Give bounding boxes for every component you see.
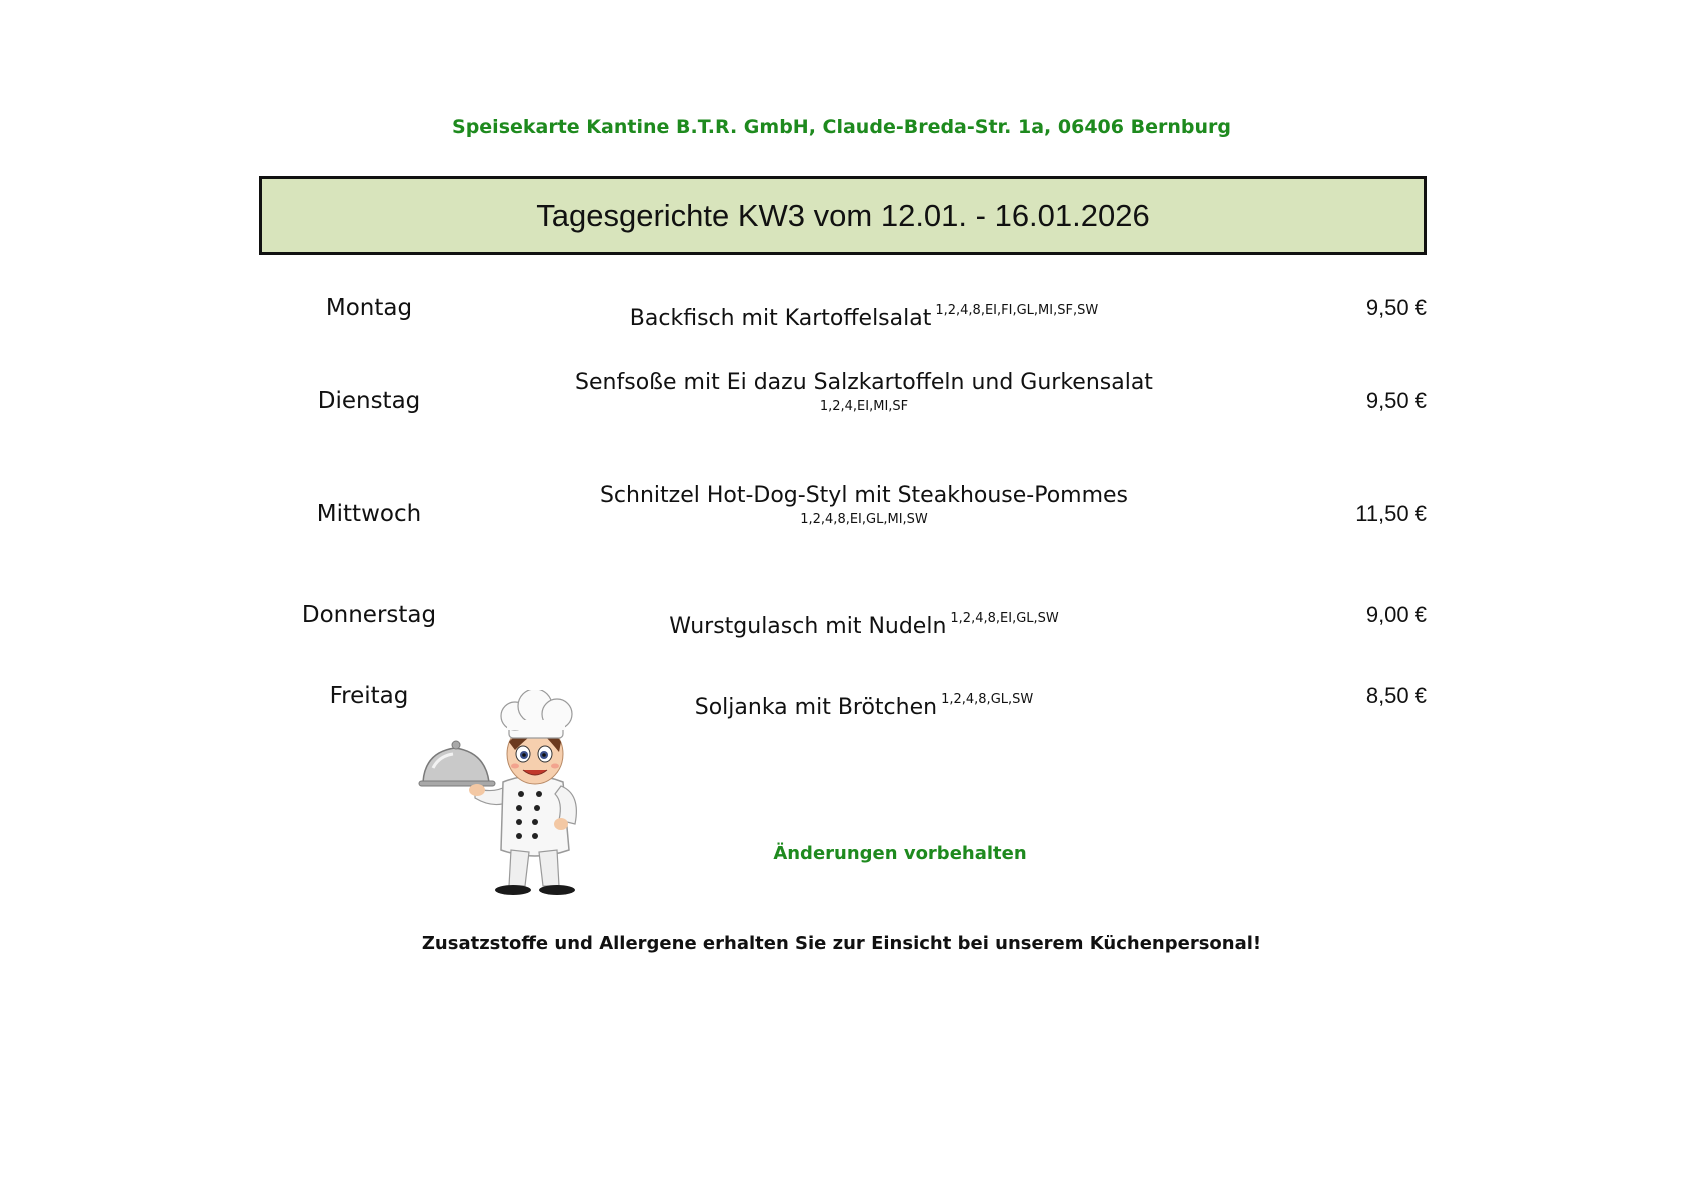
dish-allergens: 1,2,4,8,EI,GL,SW: [950, 611, 1059, 626]
dish: [539, 604, 1189, 642]
dish-name: Wurstgulasch mit Nudeln: [669, 614, 947, 639]
title-box: [259, 176, 1427, 255]
dish-allergens: 1,2,4,EI,MI,SF: [819, 399, 909, 414]
changes-note: Änderungen vorbehalten: [773, 843, 1027, 864]
chef-hat-icon: [501, 690, 572, 738]
allergen-note: Zusatzstoffe und Allergene erhalten Sie zur Einsicht bei unserem Küchenpersonal!: [421, 933, 1262, 954]
dish: [539, 368, 1189, 416]
day-label: Montag: [325, 295, 413, 321]
cloche-icon: [419, 741, 495, 786]
price: 8,50 €: [1365, 683, 1427, 708]
day-label: Mittwoch: [316, 501, 422, 527]
day-label: Freitag: [329, 683, 409, 709]
dish-name: Soljanka mit Brötchen: [694, 695, 938, 720]
price: 9,00 €: [1365, 602, 1427, 627]
price: 11,50 €: [1355, 501, 1427, 526]
price: 9,50 €: [1365, 388, 1427, 413]
dish: [539, 685, 1189, 723]
dish-allergens: 1,2,4,8,EI,FI,GL,MI,SF,SW: [935, 303, 1099, 318]
dish-name: Senfsoße mit Ei dazu Salzkartoffeln und Gurkensalat: [575, 370, 1153, 395]
header-address: Speisekarte Kantine B.T.R. GmbH, Claude-Breda-Str. 1a, 06406 Bernburg: [452, 116, 1231, 138]
dish-allergens: 1,2,4,8,EI,GL,MI,SW: [800, 512, 928, 527]
dish: [539, 481, 1189, 529]
dish-name: Backfisch mit Kartoffelsalat: [629, 306, 932, 331]
dish: [539, 296, 1189, 334]
dish-allergens: 1,2,4,8,GL,SW: [941, 692, 1034, 707]
price: 9,50 €: [1365, 295, 1427, 320]
dish-name: Schnitzel Hot-Dog-Styl mit Steakhouse-Pommes: [599, 483, 1129, 508]
chef-illustration: [415, 690, 615, 900]
day-label: Dienstag: [317, 388, 421, 414]
page-title: Tagesgerichte KW3 vom 12.01. - 16.01.2026: [536, 197, 1150, 233]
day-label: Donnerstag: [301, 602, 437, 628]
